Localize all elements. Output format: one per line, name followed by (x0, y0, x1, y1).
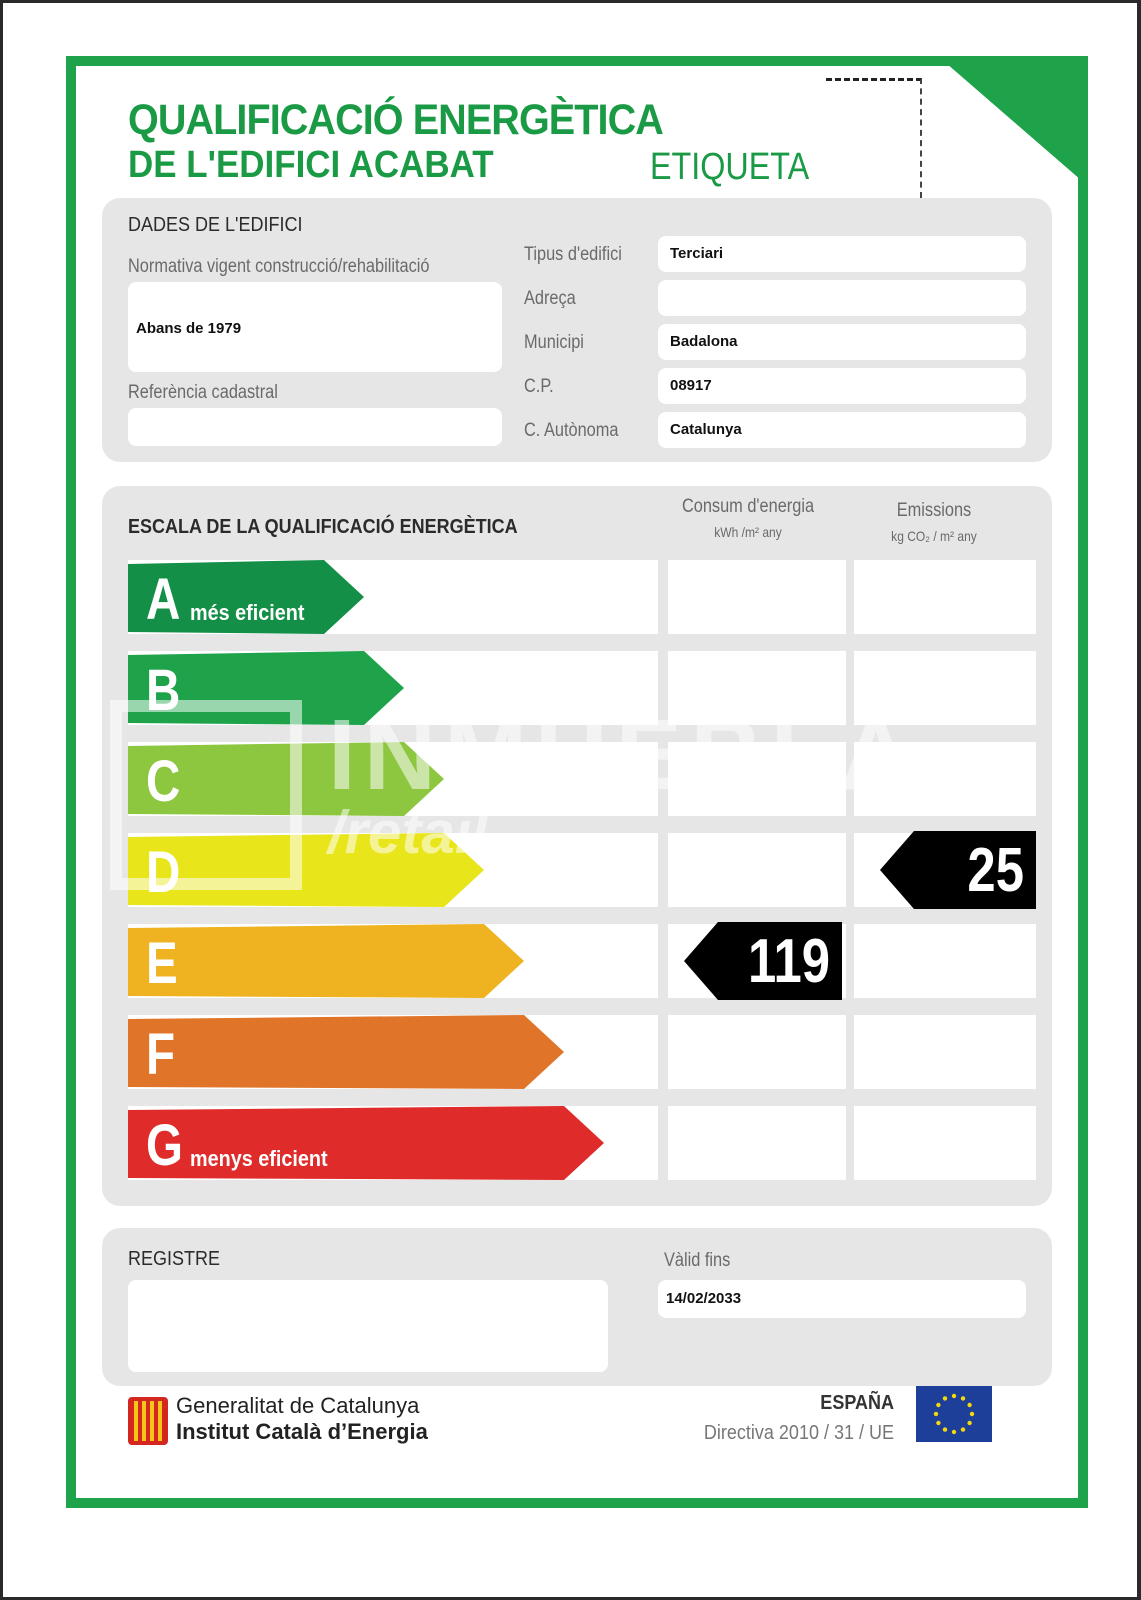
eu-star (961, 1396, 965, 1400)
espana-label: ESPAÑA (820, 1392, 894, 1414)
consum-title: Consum d'energia (681, 496, 815, 517)
consum-cell-f (668, 1015, 846, 1089)
rating-arrow-g (128, 1106, 604, 1180)
rating-arrow-a (128, 560, 364, 634)
eu-star (967, 1403, 971, 1407)
rating-sublabel: menys eficient (190, 1146, 328, 1171)
eu-star (967, 1421, 971, 1425)
referencia-label: Referència cadastral (128, 382, 278, 403)
normativa-field (128, 282, 502, 372)
autonoma-label: C. Autònoma (524, 420, 619, 441)
consum-cell-a (668, 560, 846, 634)
rating-letter: D (146, 840, 181, 905)
cp-value: 08917 (670, 377, 712, 394)
consum-cell-c (668, 742, 846, 816)
rating-arrow-b (128, 651, 404, 725)
eu-star (952, 1394, 956, 1398)
generalitat-block (128, 1391, 488, 1451)
municipi-label: Municipi (524, 332, 584, 353)
autonoma-value: Catalunya (670, 421, 742, 438)
title-line2: DE L'EDIFICI ACABAT (128, 144, 494, 186)
cp-field (658, 368, 1026, 404)
building-data-title: DADES DE L'EDIFICI (128, 214, 303, 236)
tipus-label: Tipus d'edifici (524, 244, 622, 265)
etiqueta-label: ETIQUETA (650, 146, 810, 188)
scale-title: ESCALA DE LA QUALIFICACIÓ ENERGÈTICA (128, 516, 518, 538)
scale-panel (102, 486, 1052, 1206)
eu-star (943, 1396, 947, 1400)
energy-label (66, 56, 1088, 1508)
municipi-field (658, 324, 1026, 360)
consumption-indicator-value: 119 (747, 927, 830, 996)
consum-unit: kWh /m² any (714, 524, 782, 540)
qr-code-area (826, 78, 922, 198)
rating-letter: C (146, 749, 181, 814)
emissions-cell-g (854, 1106, 1036, 1180)
valid-label: Vàlid fins (664, 1250, 731, 1271)
generalitat-logo-icon (128, 1397, 168, 1445)
normativa-value: Abans de 1979 (136, 320, 242, 337)
consum-header (658, 496, 838, 540)
autonoma-field (658, 412, 1026, 448)
adreca-field (658, 280, 1026, 316)
eu-star (952, 1430, 956, 1434)
emissions-header (844, 500, 1024, 544)
consum-cell-b (668, 651, 846, 725)
adreca-label: Adreça (524, 288, 576, 309)
eu-star (961, 1427, 965, 1431)
eu-star (943, 1427, 947, 1431)
rating-arrow-f (128, 1015, 564, 1089)
emissions-cell-c (854, 742, 1036, 816)
eu-star (936, 1403, 940, 1407)
watermark-text: INMUEBLA (328, 699, 920, 811)
municipi-value: Badalona (670, 333, 738, 350)
registry-panel (102, 1228, 1052, 1386)
referencia-field (128, 408, 502, 446)
eu-star (970, 1412, 974, 1416)
emissions-unit: kg CO₂ / m² any (891, 528, 977, 544)
rating-letter: B (146, 658, 181, 723)
eu-star (934, 1412, 938, 1416)
consum-cell-g (668, 1106, 846, 1180)
consumption-indicator (684, 922, 842, 1000)
rating-letter: A (146, 567, 181, 632)
rating-arrow-d (128, 833, 484, 907)
rating-arrow-e (128, 924, 524, 998)
generalitat-line2: Institut Català d’Energia (176, 1419, 428, 1444)
directiva-label: Directiva 2010 / 31 / UE (703, 1422, 894, 1444)
consum-cell-d (668, 833, 846, 907)
valid-value: 14/02/2033 (666, 1290, 742, 1307)
tipus-field (658, 236, 1026, 272)
generalitat-line1: Generalitat de Catalunya (176, 1393, 420, 1418)
watermark-sub: /retail (328, 799, 489, 866)
corner-triangle (938, 56, 1088, 196)
eu-stars-icon (916, 1386, 992, 1442)
emissions-cell-a (854, 560, 1036, 634)
valid-field (658, 1280, 1026, 1318)
rating-sublabel: més eficient (190, 600, 305, 625)
registre-field (128, 1280, 608, 1372)
emissions-indicator (880, 831, 1036, 909)
emissions-cell-f (854, 1015, 1036, 1089)
normativa-label: Normativa vigent construcció/rehabilitació (128, 256, 430, 277)
rating-letter: F (146, 1022, 176, 1087)
eu-star (936, 1421, 940, 1425)
rating-letter: G (146, 1113, 184, 1178)
emissions-title: Emissions (896, 500, 972, 521)
registre-title: REGISTRE (128, 1248, 221, 1270)
emissions-indicator-value: 25 (967, 836, 1024, 905)
cp-label: C.P. (524, 376, 554, 397)
emissions-cell-e (854, 924, 1036, 998)
emissions-cell-b (854, 651, 1036, 725)
rating-letter: E (146, 931, 178, 996)
title-line1: QUALIFICACIÓ ENERGÈTICA (128, 96, 663, 144)
eu-flag-icon (916, 1386, 992, 1442)
building-data-panel (102, 198, 1052, 462)
tipus-value: Terciari (670, 245, 724, 262)
rating-arrow-c (128, 742, 444, 816)
